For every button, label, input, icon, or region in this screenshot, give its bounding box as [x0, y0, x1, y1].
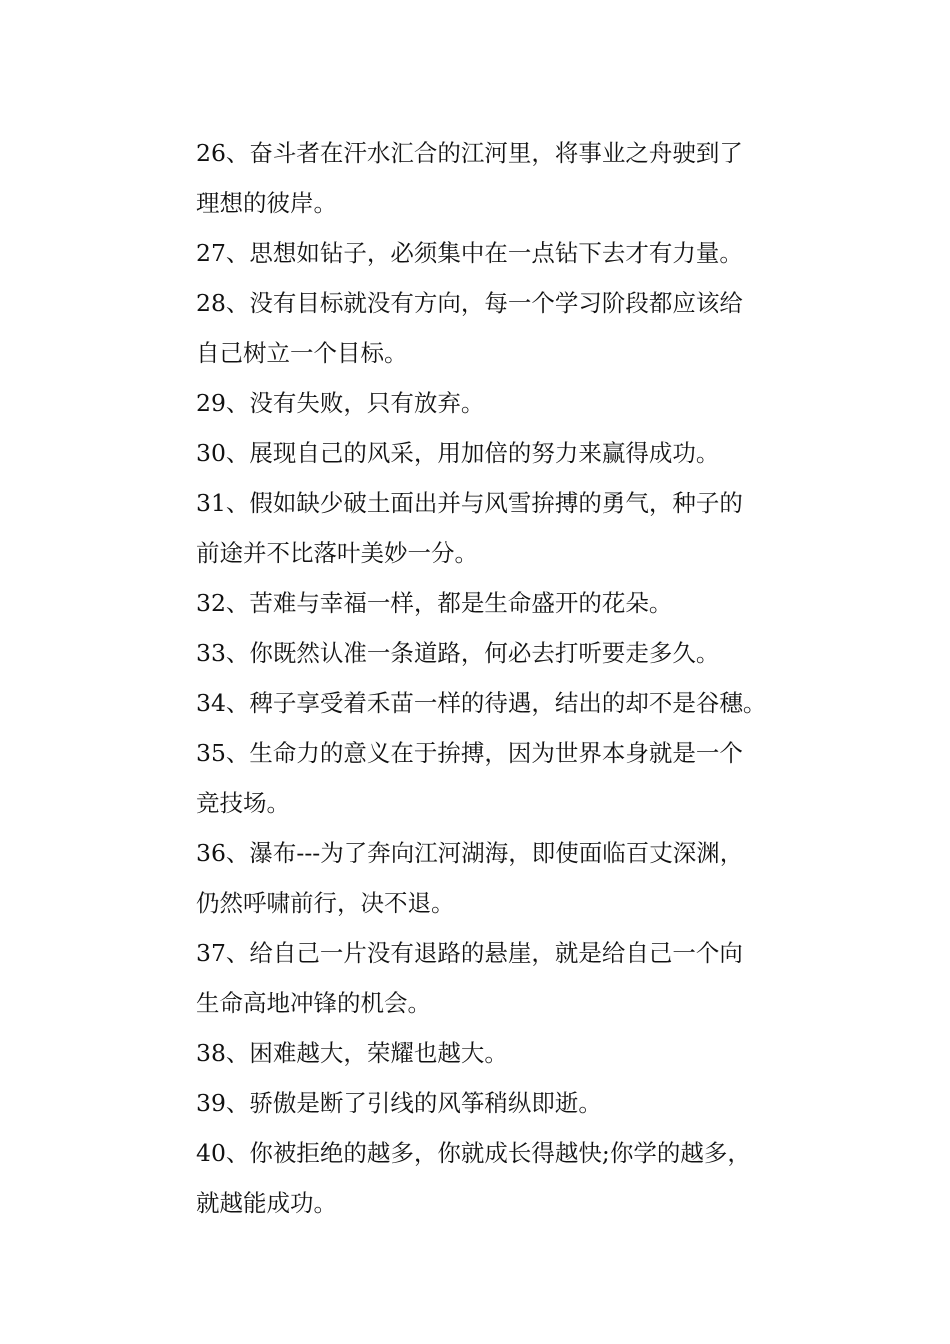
- paragraph-line: 28、没有目标就没有方向，每一个学习阶段都应该给: [196, 289, 743, 317]
- paragraph-33: [145, 628, 810, 678]
- paragraph-38: [145, 1028, 810, 1078]
- paragraph-line: 就越能成功。: [196, 1189, 337, 1217]
- paragraph-line: 40、你被拒绝的越多，你就成长得越快;你学的越多，: [196, 1139, 751, 1167]
- paragraph-line: 33、你既然认准一条道路，何必去打听要走多久。: [196, 639, 720, 667]
- paragraph-line: 34、稗子享受着禾苗一样的待遇，结出的却不是谷穗。: [196, 689, 767, 717]
- paragraph-30: [145, 428, 810, 478]
- paragraph-line: 前途并不比落叶美妙一分。: [196, 539, 478, 567]
- paragraph-line: 35、生命力的意义在于拚搏，因为世界本身就是一个: [196, 739, 743, 767]
- paragraph-36: [145, 828, 810, 928]
- paragraph-line: 自己树立一个目标。: [196, 339, 408, 367]
- paragraph-line: 26、奋斗者在汗水汇合的江河里，将事业之舟驶到了: [196, 139, 743, 167]
- paragraph-29: [145, 378, 810, 428]
- paragraph-line: 38、困难越大，荣耀也越大。: [196, 1039, 508, 1067]
- paragraph-line: 30、展现自己的风采，用加倍的努力来赢得成功。: [196, 439, 720, 467]
- document-body: [145, 128, 810, 1228]
- paragraph-line: 理想的彼岸。: [196, 189, 337, 217]
- paragraph-line: 32、苦难与幸福一样，都是生命盛开的花朵。: [196, 589, 673, 617]
- paragraph-line: 37、给自己一片没有退路的悬崖，就是给自己一个向: [196, 939, 743, 967]
- paragraph-line: 竞技场。: [196, 789, 290, 817]
- paragraph-line: 生命高地冲锋的机会。: [196, 989, 431, 1017]
- paragraph-39: [145, 1078, 810, 1128]
- paragraph-line: 27、思想如钻子，必须集中在一点钻下去才有力量。: [196, 239, 743, 267]
- paragraph-28: [145, 278, 810, 378]
- paragraph-line: 31、假如缺少破土面出并与风雪拚搏的勇气，种子的: [196, 489, 743, 517]
- paragraph-37: [145, 928, 810, 1028]
- paragraph-31: [145, 478, 810, 578]
- paragraph-line: 29、没有失败，只有放弃。: [196, 389, 485, 417]
- paragraph-26: [145, 128, 810, 228]
- paragraph-line: 仍然呼啸前行，决不退。: [196, 889, 455, 917]
- paragraph-35: [145, 728, 810, 828]
- paragraph-32: [145, 578, 810, 628]
- paragraph-line: 36、瀑布---为了奔向江河湖海，即使面临百丈深渊，: [196, 839, 744, 867]
- paragraph-34: [145, 678, 810, 728]
- paragraph-line: 39、骄傲是断了引线的风筝稍纵即逝。: [196, 1089, 602, 1117]
- paragraph-40: [145, 1128, 810, 1228]
- paragraph-27: [145, 228, 810, 278]
